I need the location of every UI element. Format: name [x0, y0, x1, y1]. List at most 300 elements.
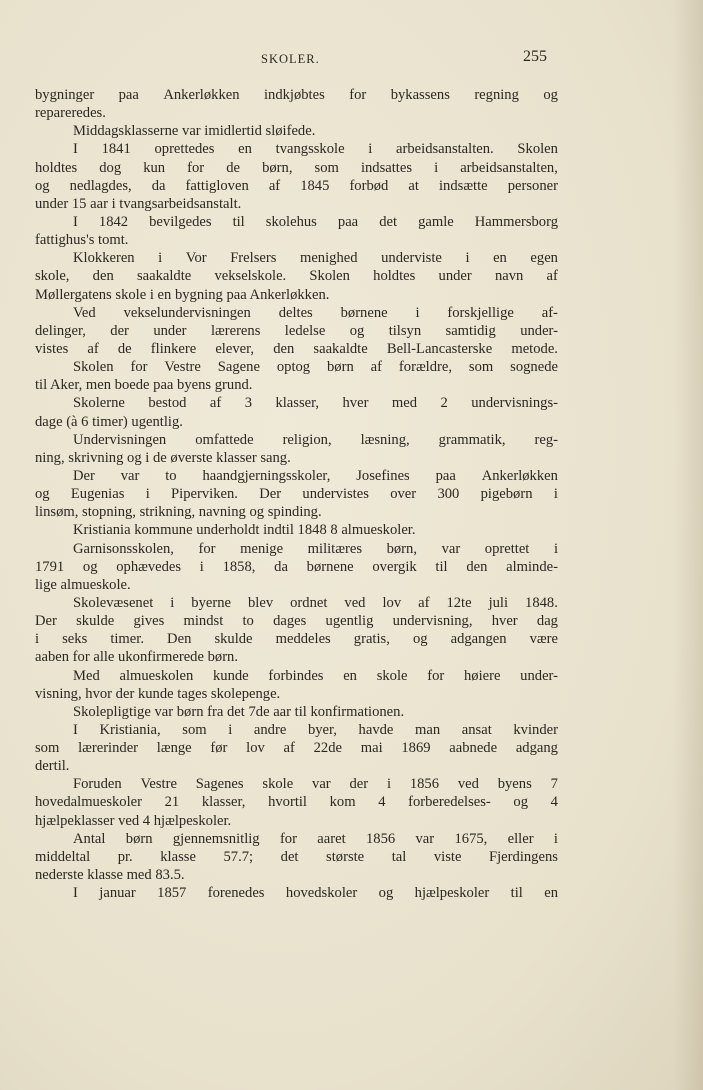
word: for — [427, 667, 445, 684]
word: for — [130, 359, 148, 376]
word: pr. — [117, 848, 133, 865]
word: metode. — [511, 340, 558, 357]
word: og — [378, 885, 394, 902]
word: skole — [262, 776, 294, 793]
word: paa — [118, 87, 139, 103]
word: høiere — [463, 667, 501, 684]
word: religion, — [282, 431, 332, 448]
word: og — [349, 322, 365, 339]
word: af — [546, 268, 558, 285]
word: i — [170, 594, 175, 611]
word: reg- — [534, 431, 558, 448]
word: for — [279, 830, 297, 847]
text-line — [35, 304, 558, 322]
word: byer, — [307, 721, 337, 738]
text-line-content: til Aker, men boede paa byens grund. — [35, 377, 253, 394]
word: vekselskole. — [214, 268, 287, 285]
word: kunde — [212, 667, 249, 684]
text-line — [35, 267, 558, 285]
word: indsattes — [360, 159, 413, 176]
word: 12te — [446, 594, 472, 611]
word: dog — [99, 159, 122, 176]
word: havde — [358, 721, 394, 738]
word: Vestre — [164, 359, 201, 376]
word: ved — [457, 776, 479, 793]
word: deltes — [278, 304, 313, 321]
word: i — [199, 558, 204, 575]
word: der — [110, 322, 129, 339]
word: hovedalmueskoler — [35, 794, 142, 811]
word: eller — [507, 830, 534, 847]
word: hver — [342, 395, 369, 412]
word: oprettet — [484, 540, 530, 557]
word: 1856 — [409, 776, 439, 793]
text-line — [35, 322, 558, 340]
text-line-content: dage (à 6 timer) ugentlig. — [35, 413, 183, 430]
word: ophævedes — [116, 558, 182, 575]
word: ved — [344, 594, 366, 611]
word: det — [379, 213, 398, 230]
word: kvinder — [513, 721, 558, 738]
word: Bell-Lancasterske — [386, 340, 493, 357]
word: ugentlig — [325, 613, 374, 630]
word: 2 — [440, 395, 448, 412]
word: Fjerdingens — [489, 848, 558, 865]
text-line-content: Middagsklasserne var imidlertid sløifede. — [73, 123, 316, 140]
word: klasser, — [275, 395, 320, 412]
word: og — [412, 631, 428, 648]
word: 21 — [164, 794, 180, 811]
word: delinger, — [35, 322, 86, 339]
page-number: 255 — [523, 48, 547, 65]
text-line — [35, 413, 558, 431]
word: de — [226, 159, 241, 176]
word: 4 — [550, 794, 558, 811]
word: for — [349, 87, 367, 103]
word: i — [228, 721, 233, 738]
word: Den — [167, 631, 192, 648]
word: optog — [276, 359, 311, 376]
word: ansat — [461, 721, 492, 738]
text-line — [35, 830, 558, 848]
word: forbindes — [268, 667, 324, 684]
page-header — [0, 48, 703, 70]
word: mindst — [183, 613, 224, 630]
word: holdtes — [373, 268, 416, 285]
word: man — [415, 721, 441, 738]
text-line-content: aaben for alle ukonfirmerede børn. — [35, 649, 239, 666]
word: 1858, — [222, 558, 256, 575]
word: egen — [530, 250, 558, 267]
body-text — [35, 86, 558, 902]
text-line — [35, 467, 558, 485]
word: 4 — [378, 794, 386, 811]
word: grammatik, — [438, 431, 506, 448]
text-line-content: ning, skrivning og i de øverste klasser sang. — [35, 449, 291, 466]
word: 1841 — [101, 141, 131, 158]
word: i — [434, 159, 439, 176]
word: klasser, — [201, 794, 246, 811]
word: i — [553, 486, 558, 503]
word: dages — [273, 613, 307, 630]
word: Klokkeren — [73, 250, 135, 267]
word: bykassens — [390, 87, 450, 103]
word: i — [553, 540, 558, 557]
text-line — [35, 739, 558, 757]
word: oprettedes — [154, 141, 215, 158]
word: før — [210, 740, 228, 757]
word: i — [553, 830, 558, 847]
word: af — [283, 740, 295, 757]
text-line — [35, 775, 558, 793]
word: timer. — [110, 631, 144, 648]
word: det — [280, 848, 299, 865]
word: som — [314, 159, 339, 176]
text-line-content: linsøm, stopning, strikning, navning og spinding. — [35, 504, 322, 521]
word: i — [368, 141, 373, 158]
word: af — [268, 177, 281, 194]
word: den — [92, 268, 114, 285]
word: 1856 — [365, 830, 396, 847]
word: skole — [376, 667, 408, 684]
word: I — [73, 721, 78, 738]
word: fattigloven — [185, 177, 249, 194]
text-line-content: nederste klasse med 83.5. — [35, 867, 185, 884]
word: Frelsers — [230, 250, 277, 267]
word: Eugenias — [70, 486, 125, 503]
text-line — [35, 358, 558, 376]
word: hjælpeskoler — [414, 885, 490, 902]
text-line — [35, 485, 558, 503]
word: Skolen — [309, 268, 350, 285]
text-line — [35, 213, 558, 231]
word: Piperviken. — [171, 486, 238, 503]
word: navn — [494, 268, 524, 285]
word: Foruden — [73, 776, 122, 793]
word: ledelse — [284, 322, 326, 339]
text-line — [35, 503, 558, 521]
word: overgik — [372, 558, 417, 575]
word: som — [182, 721, 207, 738]
text-line-content: fattighus's tomt. — [35, 232, 129, 249]
word: sognede — [510, 359, 558, 376]
text-line — [35, 286, 558, 304]
word: tilsyn — [388, 322, 422, 339]
text-line — [35, 667, 558, 685]
word: i — [145, 486, 150, 503]
word: ordnet — [290, 594, 328, 611]
word: haandgjerningsskoler, — [202, 467, 331, 484]
word: Undervisningen — [73, 431, 167, 448]
word: i — [415, 304, 420, 321]
word: 1791 — [35, 558, 65, 575]
text-line — [35, 449, 558, 467]
word: 57.7; — [223, 848, 254, 865]
word: være — [529, 631, 558, 648]
word: af — [370, 359, 383, 376]
word: kun — [143, 159, 166, 176]
text-line-content: dertil. — [35, 758, 70, 775]
word: børn — [125, 830, 153, 847]
text-line-content: hjælpeklasser ved 4 hjælpeskoler. — [35, 812, 232, 829]
page-edge-shadow — [673, 0, 703, 1090]
word: saakaldte — [313, 340, 368, 357]
word: kom — [329, 794, 356, 811]
word: to — [242, 613, 254, 630]
text-line-content: repareredes. — [35, 105, 106, 122]
word: paa — [337, 213, 359, 230]
word: bevilgedes — [149, 213, 212, 230]
word: adgangen — [450, 631, 507, 648]
word: forskjellige — [447, 304, 514, 321]
word: en — [343, 667, 357, 684]
word: 1675, — [454, 830, 488, 847]
text-line — [35, 249, 558, 267]
word: byens — [497, 776, 532, 793]
word: Vor — [185, 250, 207, 267]
word: og — [35, 177, 50, 194]
word: hver — [491, 613, 518, 630]
text-line-content: lige almueskole. — [35, 576, 131, 593]
word: som — [468, 359, 494, 376]
word: Vestre — [140, 776, 177, 793]
word: af- — [541, 304, 558, 321]
text-line — [35, 630, 558, 648]
text-line — [35, 848, 558, 866]
text-line — [35, 431, 558, 449]
word: under — [438, 268, 472, 285]
word: 7 — [550, 776, 558, 793]
word: byerne — [191, 594, 232, 611]
word: flinkere — [150, 340, 197, 357]
word: I — [73, 213, 78, 230]
word: forenedes — [207, 885, 265, 902]
word: børn, — [262, 159, 293, 176]
word: Sagene — [217, 359, 260, 376]
word: paa — [435, 467, 456, 484]
word: juli — [488, 594, 509, 611]
word: skulde — [214, 631, 253, 648]
word: Ved — [73, 304, 96, 321]
word: undervisnings- — [471, 395, 558, 412]
text-line — [35, 195, 558, 213]
word: nedlagdes, — [69, 177, 132, 194]
word: en — [493, 250, 507, 267]
word: og — [513, 794, 528, 811]
word: og — [543, 87, 558, 103]
word: 1842 — [98, 213, 129, 230]
word: en — [238, 141, 252, 158]
text-line — [35, 104, 558, 122]
running-title: SKOLER. — [261, 52, 320, 66]
word: Med — [73, 667, 100, 684]
word: af — [418, 594, 430, 611]
word: af — [209, 395, 222, 412]
word: gratis, — [353, 631, 390, 648]
word: klasse — [160, 848, 196, 865]
word: lov — [382, 594, 402, 611]
word: pigebørn — [480, 486, 533, 503]
word: største — [326, 848, 365, 865]
word: Skolen — [73, 359, 114, 376]
word: var — [415, 830, 435, 847]
word: forberedelses- — [408, 794, 491, 811]
text-line — [35, 884, 558, 902]
text-line — [35, 122, 558, 140]
word: for — [198, 540, 216, 557]
text-line — [35, 866, 558, 884]
word: indkjøbtes — [263, 87, 325, 103]
word: almueskolen — [119, 667, 194, 684]
word: bestod — [148, 395, 187, 412]
word: Skolevæsenet — [73, 594, 154, 611]
word: 1848. — [525, 594, 558, 611]
word: 22de — [313, 740, 342, 757]
word: Der — [73, 467, 95, 484]
word: for — [187, 159, 205, 176]
text-line — [35, 648, 558, 666]
word: var — [120, 467, 140, 484]
word: af — [87, 340, 99, 357]
word: skolehus — [265, 213, 317, 230]
word: 3 — [244, 395, 252, 412]
word: og — [35, 486, 50, 503]
word: 1869 — [401, 740, 431, 757]
word: undervisning, — [392, 613, 473, 630]
word: I — [73, 885, 78, 902]
word: lærerinder — [78, 740, 139, 757]
word: den — [466, 558, 488, 575]
word: Josefines — [356, 467, 410, 484]
text-line — [35, 685, 558, 703]
text-line — [35, 394, 558, 412]
word: samtidig — [445, 322, 496, 339]
word: Ankerløkken — [163, 87, 240, 103]
word: Kristiania, — [99, 721, 161, 738]
word: Antal — [73, 830, 106, 847]
word: aabnede — [449, 740, 498, 757]
word: arbeidsanstalten. — [396, 141, 494, 158]
text-line — [35, 721, 558, 739]
word: indsætte — [439, 177, 488, 194]
word: forbød — [349, 177, 389, 194]
text-line — [35, 231, 558, 249]
text-line-content: under 15 aar i tvangsarbeidsanstalt. — [35, 195, 242, 212]
word: der — [349, 776, 369, 793]
word: januar — [99, 885, 136, 902]
word: militæres — [307, 540, 362, 557]
word: vekselundervisningen — [123, 304, 251, 321]
word: andre — [253, 721, 287, 738]
word: gjennemsnitlig — [172, 830, 260, 847]
word: saakaldte — [136, 268, 192, 285]
word: børn, — [386, 540, 417, 557]
text-line-content: visning, hvor der kunde tages skolepenge. — [35, 685, 281, 702]
word: Der — [35, 613, 57, 630]
word: Garnisonsskolen, — [73, 540, 174, 557]
word: de — [117, 340, 132, 357]
word: hovedskoler — [285, 885, 358, 902]
word: da — [151, 177, 166, 194]
text-line — [35, 612, 558, 630]
text-line — [35, 86, 558, 104]
text-line — [35, 177, 558, 195]
text-line — [35, 576, 558, 594]
word: mai — [360, 740, 383, 757]
word: Skolen — [517, 141, 558, 158]
word: I — [73, 141, 78, 158]
word: Der — [259, 486, 282, 503]
text-line — [35, 793, 558, 811]
word: Skolerne — [73, 395, 125, 412]
word: da — [274, 558, 288, 575]
word: under — [153, 322, 187, 339]
word: i — [35, 631, 40, 648]
text-line-content: Møllergatens skole i en bygning paa Ankerløkken. — [35, 286, 330, 303]
text-line — [35, 140, 558, 158]
word: meddeles — [275, 631, 331, 648]
word: under- — [520, 322, 558, 339]
word: 300 — [437, 486, 460, 503]
word: i — [158, 250, 163, 267]
word: blev — [248, 594, 274, 611]
word: og — [82, 558, 98, 575]
word: middeltal — [35, 848, 91, 865]
word: børn — [327, 359, 354, 376]
word: menige — [240, 540, 284, 557]
word: tvangsskole — [275, 141, 345, 158]
word: læsning, — [360, 431, 410, 448]
word: aaret — [317, 830, 346, 847]
word: var — [312, 776, 331, 793]
word: hvortil — [268, 794, 307, 811]
text-line — [35, 521, 558, 539]
word: i — [465, 250, 470, 267]
word: skole, — [35, 268, 70, 285]
word: under- — [520, 667, 558, 684]
word: til — [510, 885, 523, 902]
word: vistes — [35, 340, 69, 357]
word: holdtes — [35, 159, 78, 176]
text-line-content: Kristiania kommune underholdt indtil 1848 8 almueskoler. — [73, 522, 416, 539]
text-line — [35, 558, 558, 576]
word: skulde — [76, 613, 115, 630]
word: lærerens — [210, 322, 261, 339]
word: arbeidsanstalten, — [460, 159, 558, 176]
word: til — [435, 558, 448, 575]
word: at — [408, 177, 419, 194]
text-line — [35, 159, 558, 177]
text-line-content: Skolepligtige var børn fra det 7de aar til konfirmationen. — [73, 703, 405, 720]
word: forældre, — [398, 359, 453, 376]
word: 1845 — [300, 177, 330, 194]
text-line — [35, 757, 558, 775]
word: elever, — [215, 340, 255, 357]
word: menighed — [299, 250, 358, 267]
text-line — [35, 540, 558, 558]
word: seks — [62, 631, 88, 648]
word: lov — [246, 740, 265, 757]
text-line — [35, 594, 558, 612]
word: længe — [156, 740, 192, 757]
word: Sagenes — [195, 776, 244, 793]
word: tal — [391, 848, 407, 865]
word: den — [273, 340, 295, 357]
text-line — [35, 812, 558, 830]
word: regning — [474, 87, 519, 103]
word: gamle — [418, 213, 454, 230]
word: gives — [133, 613, 165, 630]
